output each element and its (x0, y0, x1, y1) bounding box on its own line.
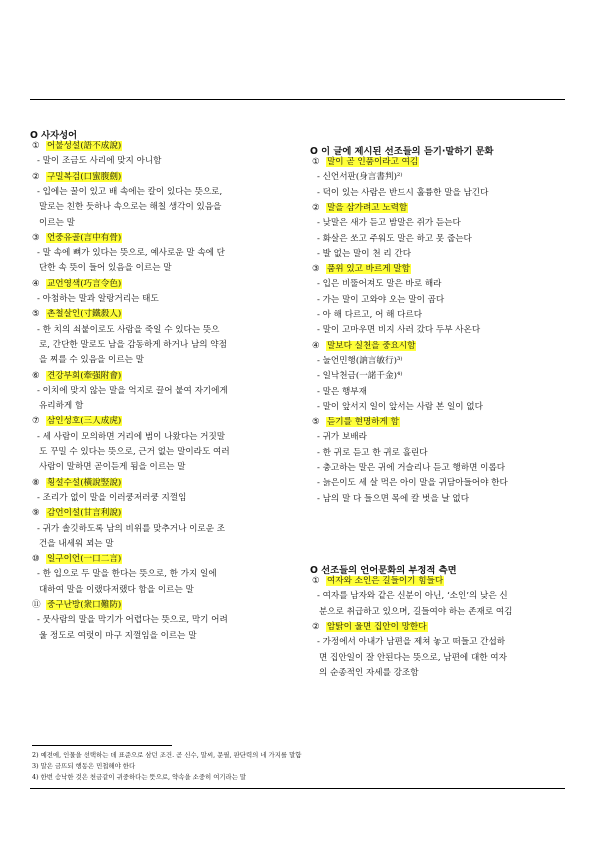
item-number: ④ (32, 278, 40, 289)
left-item-11-desc-line: - 뭇사람의 말을 막기가 어렵다는 뜻으로, 막기 어려 (37, 615, 228, 626)
left-item-2-desc-line: 말로는 친한 듯하나 속으로는 해칠 생각이 있음을 (39, 202, 222, 213)
right1-item-3-desc-line: - 입은 비뚤어져도 말은 바로 해라 (317, 279, 442, 290)
highlighted-heading: 말이 곧 인품이라고 여김 (327, 157, 419, 167)
right2-item-2-desc-line: 면 집안일이 잘 안된다는 뜻으로, 남편에 대한 여자 (319, 652, 507, 663)
left-item-11-desc-line: 울 정도로 여럿이 마구 지껄임을 이르는 말 (39, 630, 197, 641)
highlighted-heading: 어불성설(語不成說) (47, 141, 122, 151)
right1-item-4-desc-line: - 눌언민행(訥言敏行)³⁾ (317, 355, 403, 366)
right2-item-2-desc-line: 의 순종적인 자세를 강조함 (319, 667, 419, 678)
right1-item-1-desc-line: - 덕이 있는 사람은 반드시 훌륭한 말을 남긴다 (317, 187, 489, 198)
right2-item-2-desc-line: - 가정에서 아내가 남편을 제쳐 놓고 떠들고 간섭하 (317, 637, 506, 648)
highlighted-heading: 품위 있고 바르게 말함 (327, 264, 410, 275)
highlighted-heading: 여자와 소인은 길들이기 힘들다 (327, 576, 444, 586)
item-number: ① (312, 576, 320, 586)
item-number: ① (312, 157, 320, 167)
item-number: ③ (32, 232, 40, 243)
left-item-10-desc-line: 대하여 말을 이랬다저랬다 함을 이르는 말 (39, 584, 194, 595)
left-item-6-desc-line: - 이치에 맞지 않는 말을 억지로 끌어 붙여 자기에게 (37, 385, 228, 396)
item-number: ⑨ (32, 508, 40, 519)
right1-item-1-desc-line: - 신언서판(身言書判)²⁾ (317, 172, 403, 183)
right2-item-1-desc-line: - 여자를 남자와 같은 신분이 아닌, ‘소인’의 낮은 신 (317, 591, 508, 602)
left-item-5-heading (32, 308, 122, 320)
item-number: ② (312, 621, 320, 632)
right1-item-3-desc-line: - 가는 말이 고와야 오는 말이 곱다 (317, 294, 445, 305)
left-item-5-desc-line: 을 찌를 수 있음을 이르는 말 (39, 355, 144, 366)
right1-item-5-desc-line: - 충고하는 말은 귀에 거슬리나 듣고 행하면 이롭다 (317, 463, 506, 473)
highlighted-heading: 삼인성호(三人成虎) (47, 416, 122, 427)
left-item-9-heading (32, 507, 122, 519)
right1-item-2-heading (312, 202, 408, 214)
left-item-7-heading (32, 415, 122, 427)
right1-item-5-desc-line: - 한 귀로 듣고 한 귀로 흘린다 (317, 447, 428, 458)
right2-item-2-heading (312, 621, 428, 633)
item-number: ⑩ (32, 554, 40, 565)
left-item-7-desc-line: 도 꾸밀 수 있다는 뜻으로, 근거 없는 말이라도 여러 (39, 447, 230, 457)
footnote-rule (32, 745, 172, 746)
item-number: ⑤ (312, 417, 320, 428)
item-number: ① (32, 141, 40, 151)
left-item-2-desc-line: - 입에는 꿀이 있고 배 속에는 칼이 있다는 뜻으로, (37, 186, 223, 197)
left-item-1-desc-line: - 말이 조금도 사리에 맞지 아니함 (37, 156, 162, 167)
right1-item-3-desc-line: - 말이 고마우면 비지 사러 갔다 두부 사온다 (317, 325, 481, 336)
highlighted-heading: 말을 삼가려고 노력함 (327, 202, 408, 213)
footnote-4: 4) 한번 승낙한 것은 천금같이 귀중하다는 뜻으로, 약속을 소중히 여기라는 말 (32, 773, 247, 781)
right1-item-5-desc-line: - 귀가 보배라 (317, 432, 367, 443)
highlighted-heading: 말보다 실천을 중요시함 (327, 340, 416, 351)
right1-item-4-heading (312, 340, 416, 352)
left-item-1-heading (32, 140, 122, 152)
left-title: O 사자성어 (30, 130, 78, 141)
bottom-rule (30, 788, 565, 789)
left-item-9-desc-line: - 귀가 솔깃하도록 남의 비위를 맞추거나 이로운 조 (37, 523, 226, 534)
item-number: ⑦ (32, 416, 40, 427)
left-item-10-heading (32, 553, 122, 565)
item-number: ② (32, 171, 40, 182)
highlighted-heading: 구밀복검(口蜜腹劍) (47, 171, 122, 182)
highlighted-heading: 듣기를 현명하게 함 (327, 417, 399, 428)
right1-item-2-desc-line: - 발 없는 말이 천 리 간다 (317, 248, 412, 259)
left-item-3-desc-line: 단한 속 뜻이 들어 있음을 이르는 말 (39, 263, 172, 274)
left-item-7-desc-line: 사람이 말하면 곧이듣게 됨을 이르는 말 (39, 462, 186, 473)
item-number: ⑤ (32, 309, 40, 320)
right1-item-4-desc-line: - 일낙천금(一諾千金)⁴⁾ (317, 371, 403, 382)
right2-title: O 선조들의 언어문화의 부정적 측면 (310, 565, 457, 576)
highlighted-heading: 견강부회(牽强附會) (47, 370, 122, 381)
item-number: ⑥ (32, 370, 40, 381)
footnote-3: 3) 말은 금뜨되 행동은 민첩해야 한다 (32, 762, 136, 770)
right1-item-3-desc-line: - 아 해 다르고, 어 해 다르다 (317, 310, 423, 320)
highlighted-heading: 암탉이 울면 집안이 망한다 (327, 621, 427, 632)
highlighted-heading: 횡설수설(橫說竪說) (47, 477, 122, 488)
right1-item-2-desc-line: - 화살은 쏘고 주워도 말은 하고 못 줍는다 (317, 233, 472, 244)
right2-item-1-desc-line: 분으로 취급하고 있으며, 길들여야 하는 존재로 여김 (319, 606, 513, 617)
right1-item-3-heading (312, 263, 411, 275)
left-item-6-heading (32, 370, 122, 382)
right1-item-5-desc-line: - 늙은이도 세 살 먹은 아이 말을 귀담아들어야 한다 (317, 478, 508, 489)
left-item-7-desc-line: - 세 사람이 모의하면 거리에 범이 나왔다는 거짓말 (37, 431, 226, 442)
left-item-3-heading (32, 232, 122, 244)
item-number: ④ (312, 340, 320, 351)
highlighted-heading: 언중유골(言中有骨) (47, 232, 122, 243)
left-item-8-desc-line: - 조리가 없이 말을 이러쿵저러쿵 지껄임 (37, 492, 187, 503)
highlighted-heading: 중구난방(衆口難防) (47, 600, 122, 610)
left-item-5-desc-line: - 한 치의 쇠붙이로도 사람을 죽일 수 있다는 뜻으 (37, 324, 220, 335)
right1-item-4-desc-line: - 말은 행부재 (317, 386, 367, 397)
left-item-8-heading (32, 477, 122, 489)
right1-item-5-heading (312, 416, 400, 428)
highlighted-heading: 교언영색(巧言令色) (47, 278, 122, 289)
highlighted-heading: 촌철살인(寸鐵殺人) (47, 309, 122, 320)
right1-item-4-desc-line: - 말이 앞서지 일이 앞서는 사람 본 일이 없다 (317, 401, 483, 412)
left-item-5-desc-line: 로, 간단한 말로도 남을 감동하게 하거나 남의 약점 (39, 339, 227, 350)
left-item-4-desc-line: - 아첨하는 말과 알랑거리는 태도 (37, 294, 159, 304)
left-item-11-heading (32, 599, 122, 611)
highlighted-heading: 일구이언(一口二言) (47, 554, 122, 565)
left-item-6-desc-line: 유리하게 함 (39, 401, 84, 412)
right2-item-1-heading (312, 575, 444, 587)
top-rule (30, 99, 565, 100)
item-number: ② (312, 202, 320, 213)
right1-item-1-heading (312, 156, 419, 168)
right1-title: O 이 글에 제시된 선조들의 듣기·말하기 문화 (310, 146, 494, 157)
left-item-10-desc-line: - 한 입으로 두 말을 한다는 뜻으로, 한 가지 일에 (37, 569, 217, 580)
item-number: ③ (312, 264, 320, 275)
footnote-2: 2) 예전에, 인물을 선택하는 데 표준으로 삼던 조건. 곧 신수, 말씨, 문필, 판단력의 네 가지를 말함 (32, 751, 302, 759)
left-item-2-desc-line: 이르는 말 (39, 217, 75, 228)
left-item-2-heading (32, 171, 122, 183)
highlighted-heading: 감언이설(甘言利說) (47, 508, 122, 519)
left-item-9-desc-line: 건을 내세워 꾀는 말 (39, 538, 114, 549)
item-number: ⑪ (32, 600, 41, 610)
item-number: ⑧ (32, 477, 40, 488)
right1-item-5-desc-line: - 남의 말 다 들으면 목에 칼 벗을 날 없다 (317, 493, 470, 504)
left-item-3-desc-line: - 말 속에 뼈가 있다는 뜻으로, 예사로운 말 속에 단 (37, 248, 225, 259)
left-item-4-heading (32, 278, 122, 290)
right1-item-2-desc-line: - 낮말은 새가 듣고 밤말은 쥐가 듣는다 (317, 218, 461, 229)
